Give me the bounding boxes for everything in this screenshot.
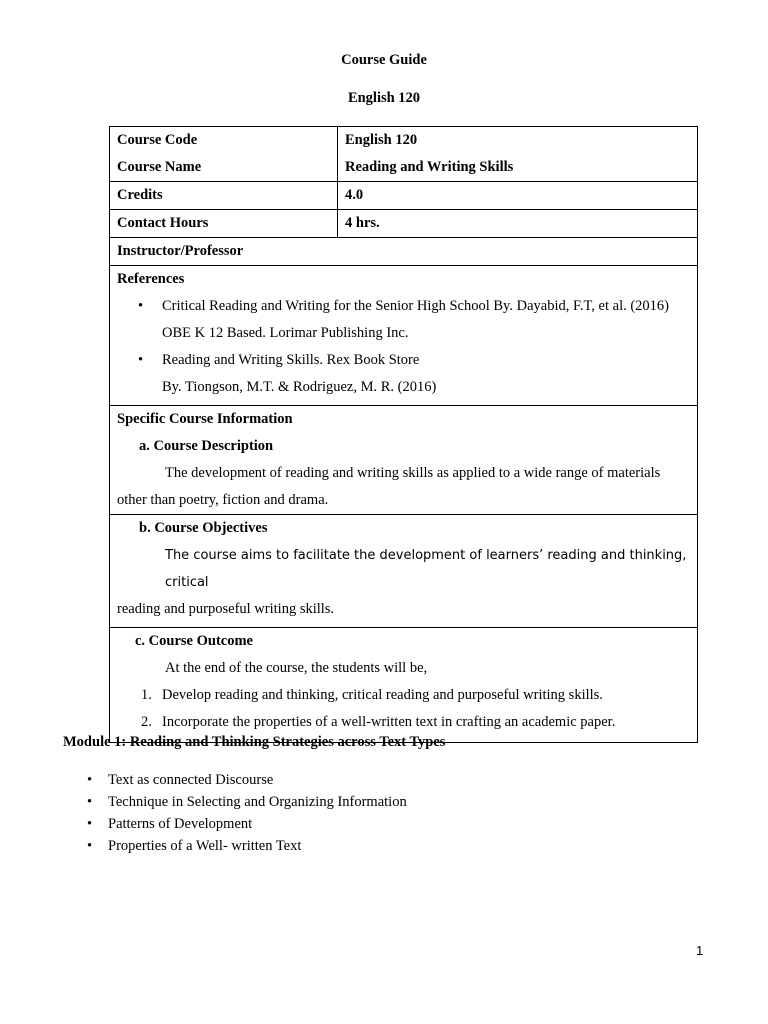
- references-list: [117, 293, 697, 405]
- course-code-name-row: [110, 127, 698, 182]
- page-number: 1: [696, 943, 704, 958]
- course-guide-table: [109, 126, 698, 743]
- module-topics-list: [63, 769, 407, 857]
- instructor-label: Instructor/Professor: [110, 238, 698, 266]
- objectives-line: The course aims to facilitate the development of learners’ reading and thinking, critical: [165, 548, 687, 590]
- reference-line: OBE K 12 Based. Lorimar Publishing Inc.: [162, 325, 409, 341]
- contact-hours-value: 4 hrs.: [338, 210, 698, 238]
- references-cell: [110, 266, 698, 406]
- outcome-cell: [110, 628, 698, 743]
- reference-line: • Critical Reading and Writing for the Senior High School By. Dayabid, F.T, et al. (2016): [162, 298, 670, 314]
- description-label: a. Course Description: [139, 438, 274, 454]
- references-row: [110, 266, 698, 406]
- course-code-value: English 120: [345, 132, 418, 148]
- outcome-label: c. Course Outcome: [135, 633, 253, 649]
- credits-label: Credits: [110, 182, 338, 210]
- module-topic: • Patterns of Development: [63, 813, 407, 835]
- module-topic: • Technique in Selecting and Organizing Information: [63, 791, 407, 813]
- contact-hours-row: [110, 210, 698, 238]
- objectives-line: reading and purposeful writing skills.: [117, 601, 335, 617]
- reference-line: By. Tiongson, M.T. & Rodriguez, M. R. (2016): [162, 379, 437, 395]
- instructor-row: [110, 238, 698, 266]
- objectives-row: [110, 515, 698, 628]
- document-title: Course Guide: [341, 52, 427, 68]
- course-name-value: Reading and Writing Skills: [345, 159, 514, 175]
- course-labels-cell: [110, 127, 338, 182]
- references-label: References: [117, 271, 185, 287]
- course-name-label: Course Name: [117, 159, 202, 175]
- reference-item: [117, 293, 697, 320]
- outcome-item: [117, 682, 697, 709]
- objectives-cell: [110, 515, 698, 628]
- outcome-item: [117, 709, 697, 736]
- outcome-intro: At the end of the course, the students will be,: [165, 660, 428, 676]
- outcome-text: Incorporate the properties of a well-written text in crafting an academic paper.: [162, 714, 616, 730]
- document-subtitle: English 120: [347, 90, 421, 106]
- reference-item: [117, 347, 697, 374]
- outcome-text: Develop reading and thinking, critical reading and purposeful writing skills.: [162, 687, 603, 703]
- credits-value: 4.0: [338, 182, 698, 210]
- outcome-number: 1.: [141, 687, 152, 703]
- description-row: [110, 406, 698, 515]
- outcome-row: [110, 628, 698, 743]
- specific-info-label: Specific Course Information: [117, 411, 293, 427]
- credits-row: [110, 182, 698, 210]
- module-topic: • Properties of a Well- written Text: [63, 835, 407, 857]
- course-values-cell: [338, 127, 698, 182]
- outcome-number: 2.: [141, 714, 152, 730]
- module-heading: Module 1: Reading and Thinking Strategies across Text Types: [63, 734, 446, 750]
- course-code-label: Course Code: [117, 132, 198, 148]
- description-cell: [110, 406, 698, 515]
- reference-line: • Reading and Writing Skills. Rex Book Store: [162, 352, 420, 368]
- contact-hours-label: Contact Hours: [110, 210, 338, 238]
- module-topic: • Text as connected Discourse: [63, 769, 407, 791]
- objectives-label: b. Course Objectives: [139, 520, 268, 536]
- outcome-list: [117, 682, 697, 736]
- description-text: The development of reading and writing skills as applied to a wide range of materials other than poetry, fiction and drama.: [117, 465, 661, 508]
